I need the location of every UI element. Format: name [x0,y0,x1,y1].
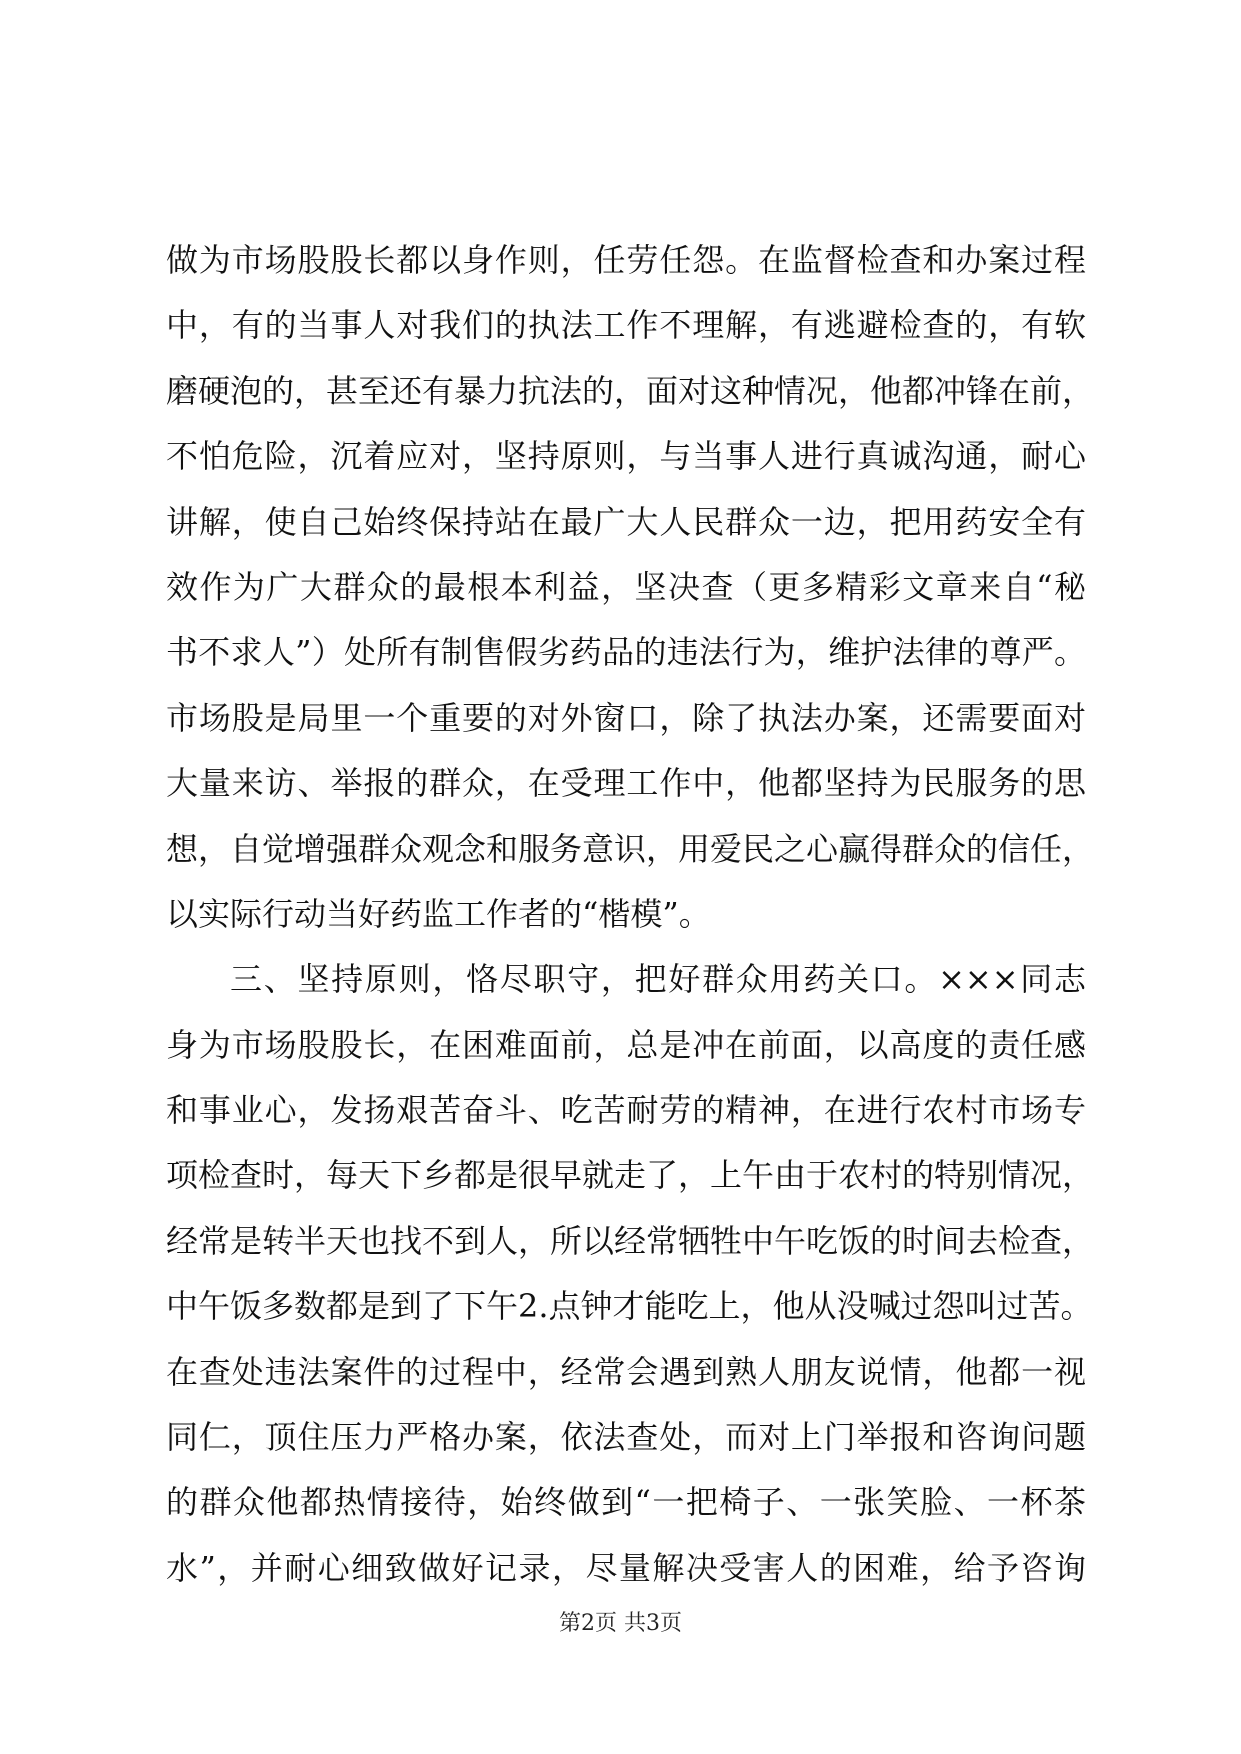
text-line: 效作为广大群众的最根本利益，坚决查（更多精彩文章来自“秘 [166,567,1086,606]
text-line: 做为市场股股长都以身作则，任劳任怨。在监督检查和办案过程 [166,241,1086,279]
page-number-footer: 第2页 共3页 [559,1611,682,1636]
text-line: 中，有的当事人对我们的执法工作不理解，有逃避检查的，有软 [166,306,1086,345]
text-line: 磨硬泡的，甚至还有暴力抗法的，面对这种情况，他都冲锋在前， [166,371,1095,410]
paragraph-end-line: 以实际行动当好药监工作者的“楷模”。 [166,894,711,933]
text-line: 不怕危险，沉着应对，坚持原则，与当事人进行真诚沟通，耐心 [166,437,1086,476]
section-heading-line: 三、坚持原则，恪尽职守，把好群众用药关口。×××同志 [230,960,1086,999]
document-body [166,228,1095,1601]
text-line: 讲解，使自己始终保持站在最广大人民群众一边，把用药安全有 [166,502,1086,541]
text-line: 中午饭多数都是到了下午2.点钟才能吃上，他从没喊过怨叫过苦。 [166,1287,1093,1326]
text-line: 市场股是局里一个重要的对外窗口，除了执法办案，还需要面对 [166,698,1086,737]
text-line: 经常是转半天也找不到人，所以经常牺牲中午吃饭的时间去检查， [166,1221,1095,1260]
text-line: 想，自觉增强群众观念和服务意识，用爱民之心赢得群众的信任， [166,829,1095,868]
text-line: 同仁，顶住压力严格办案，依法查处，而对上门举报和咨询问题 [166,1418,1086,1457]
text-line: 大量来访、举报的群众，在受理工作中，他都坚持为民服务的思 [166,764,1086,803]
text-line: 和事业心，发扬艰苦奋斗、吃苦耐劳的精神，在进行农村市场专 [166,1091,1086,1130]
text-line: 项检查时，每天下乡都是很早就走了，上午由于农村的特别情况， [166,1156,1095,1195]
text-line: 的群众他都热情接待，始终做到“一把椅子、一张笑脸、一杯茶 [166,1483,1086,1522]
text-line: 身为市场股股长，在困难面前，总是冲在前面，以高度的责任感 [166,1025,1086,1064]
text-line: 水”，并耐心细致做好记录，尽量解决受害人的困难，给予咨询 [166,1548,1086,1587]
text-line: 书不求人”）处所有制售假劣药品的违法行为，维护法律的尊严。 [166,633,1086,672]
text-line: 在查处违法案件的过程中，经常会遇到熟人朋友说情，他都一视 [166,1352,1086,1391]
